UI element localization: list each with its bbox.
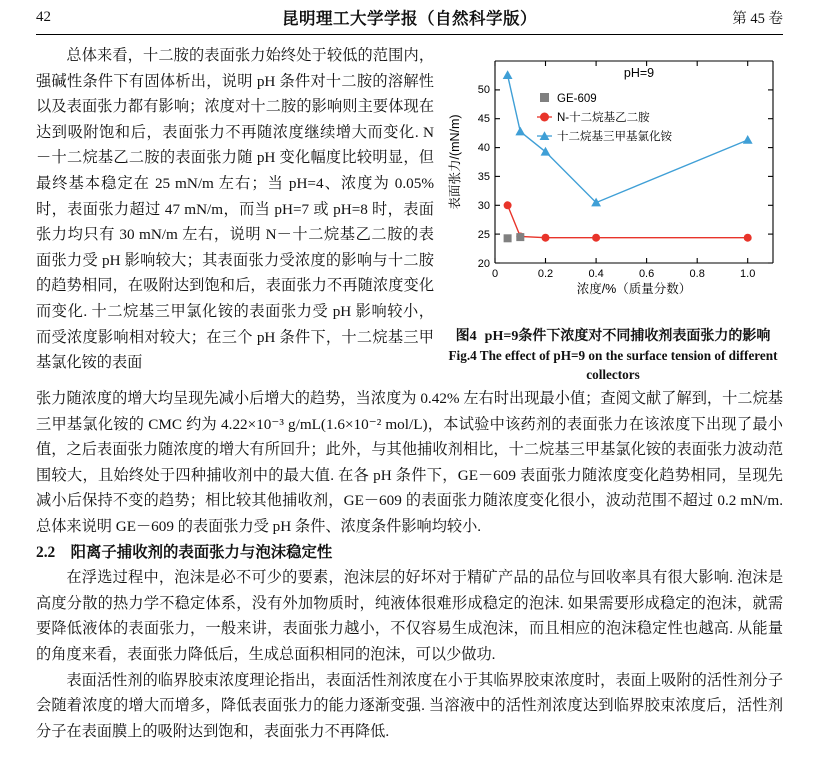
svg-text:pH=9: pH=9 [623, 66, 655, 80]
page-number: 42 [36, 8, 51, 25]
page-header [36, 0, 783, 34]
svg-text:浓度/%（质量分数）: 浓度/%（质量分数） [576, 282, 692, 296]
svg-text:十二烷基三甲基氯化铵: 十二烷基三甲基氯化铵 [557, 131, 672, 143]
body-text [36, 384, 783, 744]
svg-text:N-十二烷基乙二胺: N-十二烷基乙二胺 [557, 112, 650, 124]
svg-text:0: 0 [491, 268, 499, 280]
chart-svg [443, 45, 783, 323]
svg-text:0.2: 0.2 [537, 268, 554, 280]
section-heading-2-2: 2.2 阳离子捕收剂的表面张力与泡沫稳定性 [36, 543, 333, 561]
figure-label-cn: 图4 [455, 329, 477, 344]
figure-block [443, 45, 783, 384]
paragraph-2: 在浮选过程中，泡沫是必不可少的要素，泡沫层的好坏对于精矿产品的品位与回收率具有很大影响. 泡沫是高度分散的热力学不稳定体系，没有外加物质时，纯液体很难形成稳定的泡沫. 如果需要形成稳定的泡沫，就需要降低液体的表面张力，一般来讲，表面张力越小，不仅容易生成泡沫，而且相应的泡沫稳定性也越高. 从能量的角度来看，表面张力降低后，生成总面积相同的泡沫，可以少做功. [36, 569, 783, 663]
figure-caption [443, 327, 783, 384]
volume-label: 第 45 卷 [732, 10, 783, 27]
svg-text:50: 50 [477, 84, 490, 96]
svg-text:GE-609: GE-609 [557, 93, 597, 105]
svg-text:0.8: 0.8 [689, 268, 705, 280]
svg-text:35: 35 [477, 171, 490, 183]
chart-legend [537, 93, 672, 143]
figure-chart [443, 45, 783, 323]
svg-text:0.6: 0.6 [638, 268, 655, 280]
svg-text:0.4: 0.4 [588, 268, 604, 280]
journal-title: 昆明理工大学学报（自然科学版） [282, 9, 537, 28]
svg-text:25: 25 [477, 229, 490, 241]
left-column-text [36, 43, 434, 376]
svg-text:20: 20 [477, 258, 490, 270]
paragraph-intro: 总体来看，十二胺的表面张力始终处于较低的范围内，强碱性条件下有固体析出，说明 pH 条件对十二胺的溶解性以及表面张力都有影响；浓度对十二胺的影响则主要体现在达到吸附饱和后，表面张力不再随浓度继续增大而变化. N－十二烷基乙二胺的表面张力随 pH 变化幅度比较明显，但最终基本稳定在 25 mN/m 左右；当 pH=4、浓度为 0.05% 时，表面张力超过 47 mN/m，而当 pH=7 或 pH=8 时，表面张力均只有 30 mN/m 左右，说明 N－十二烷基乙二胺的表面张力受 pH 影响较大；其表面张力受浓度的影响与十二胺的趋势相同，在吸附达到饱和后，表面张力不再随浓度变化而变化. 十二烷基三甲氯化铵的表面张力受 pH 影响较小，而受浓度影响相对较大；在三个 pH 条件下，十二烷基三甲基氯化铵的表面 [36, 47, 434, 372]
figure-caption-cn: pH=9条件下浓度对不同捕收剂表面张力的影响 [484, 329, 771, 344]
svg-text:1.0: 1.0 [740, 268, 756, 280]
figure-label-en: Fig.4 [448, 348, 477, 363]
paragraph-3: 表面活性剂的临界胶束浓度理论指出，表面活性剂浓度在小于其临界胶束浓度时，表面上吸附的活性剂分子会随着浓度的增大而增多，降低表面张力的能力逐渐变强. 当溶液中的活性剂浓度达到临界胶束浓度后，活性剂分子在表面膜上的吸附达到饱和，表面张力不再降低. [36, 671, 783, 740]
svg-text:表面张力/(mN/m): 表面张力/(mN/m) [448, 114, 462, 210]
figure-caption-en: The effect of pH=9 on the surface tension of different collectors [479, 348, 778, 382]
header-divider [36, 34, 783, 35]
svg-text:30: 30 [477, 200, 490, 212]
svg-text:45: 45 [477, 113, 490, 125]
svg-text:40: 40 [477, 142, 490, 154]
paragraph-1: 张力随浓度的增大均呈现先减小后增大的趋势，当浓度为 0.42% 左右时出现最小值；查阅文献了解到，十二烷基三甲基氯化铵的 CMC 约为 4.22×10⁻³ g/mL(1.6×10⁻² mol/L)，本试验中该药剂的表面张力在该浓度下出现了最小值，之后表面张力随浓度的增大有所回升；此外，与其他捕收剂相比，十二烷基三甲基氯化铵的表面张力波动范围较大，且始终处于四种捕收剂中的最大值. 在各 pH 条件下，GE－609 表面张力随浓度变化趋势相同，呈现先减小后保持不变的趋势；相比较其他捕收剂，GE－609 的表面张力随浓度变化很小，波动范围不超过 0.2 mN/m. 总体来说明 GE－609 的表面张力受 pH 条件、浓度条件影响均较小. [36, 390, 783, 535]
